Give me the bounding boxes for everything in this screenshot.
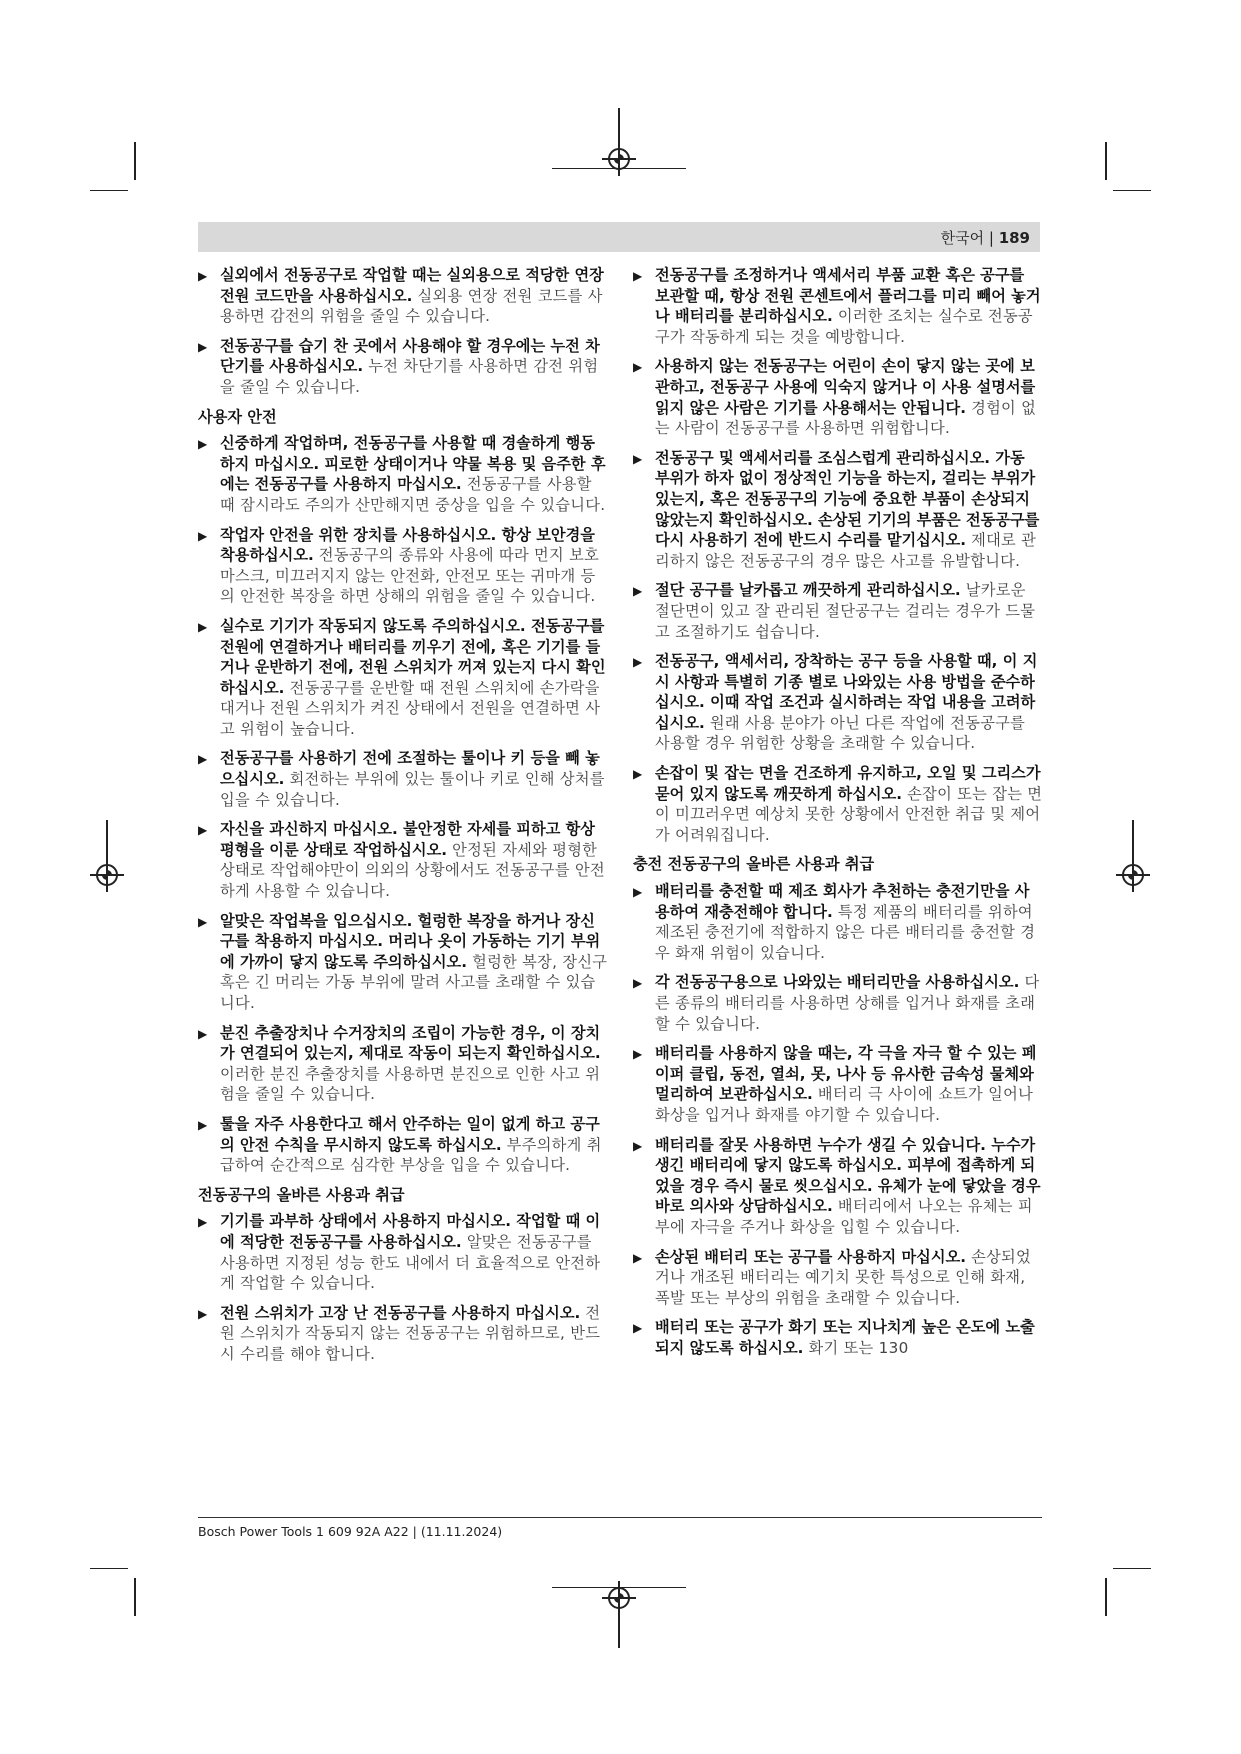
safety-item — [198, 265, 608, 327]
item-explanation: 실외용 연장 전원 코드를 사용하면 감전의 위험을 줄일 수 있습니다. — [220, 286, 603, 326]
crop-mark — [1105, 1578, 1107, 1616]
bullet-arrow-icon: ▶ — [633, 451, 643, 466]
item-instruction: 실수로 기기가 작동되지 않도록 주의하십시오. 전동공구를 전원에 연결하거나 배터리를 끼우기 전에, 혹은 기기를 들거나 운반하기 전에, 전원 스위치가 꺼져 있는지 다시 확인하십시오. — [220, 616, 606, 697]
item-explanation: 전원 스위치가 작동되지 않는 전동공구는 위험하므로, 반드시 수리를 해야 합니다. — [220, 1303, 601, 1363]
crop-mark — [134, 1578, 136, 1616]
bullet-arrow-icon: ▶ — [633, 885, 643, 900]
item-instruction: 툴을 자주 사용한다고 해서 안주하는 일이 없게 하고 공구의 안전 수칙을 무시하지 않도록 하십시오. — [220, 1114, 600, 1154]
bullet-arrow-icon: ▶ — [198, 269, 208, 283]
safety-item — [198, 525, 608, 607]
header-separator: | — [984, 229, 999, 247]
item-explanation: 전동공구의 종류와 사용에 따라 먼지 보호 마스크, 미끄러지지 않는 안전화, 안전모 또는 귀마개 등의 안전한 복장을 하면 상해의 위험을 줄일 수 있습니다. — [220, 546, 600, 606]
item-instruction: 전동공구를 습기 찬 곳에서 사용해야 할 경우에는 누전 차단기를 사용하십시오. — [220, 336, 600, 376]
item-explanation: 누전 차단기를 사용하면 감전 위험을 줄일 수 있습니다. — [220, 357, 599, 396]
crop-mark — [90, 190, 128, 191]
bullet-arrow-icon: ▶ — [198, 1026, 208, 1041]
footer-text: Bosch Power Tools 1 609 92A A22 | (11.11.2024) — [198, 1524, 503, 1539]
item-explanation: 손상되었거나 개조된 배터리는 예기치 못한 특성으로 인해 화재, 폭발 또는 부상의 위험을 초래할 수 있습니다. — [655, 1247, 1031, 1307]
item-instruction: 전동공구를 조정하거나 액세서리 부품 교환 혹은 공구를 보관할 때, 항상 전원 콘센트에서 플러그를 미리 빼어 놓거나 배터리를 분리하십시오. — [655, 266, 1041, 326]
item-explanation: 다른 종류의 배터리를 사용하면 상해를 입거나 화재를 초래할 수 있습니다. — [655, 973, 1040, 1033]
registration-mark-icon — [96, 864, 118, 886]
item-instruction: 사용하지 않는 전동공구는 어린이 손이 닿지 않는 곳에 보관하고, 전동공구 사용에 익숙지 않거나 이 사용 설명서를 읽지 않은 사람은 기기를 사용해서는 안됩니다. — [655, 357, 1036, 417]
item-explanation: 배터리 극 사이에 쇼트가 일어나 화상을 입거나 화재를 야기할 수 있습니다. — [655, 1085, 1034, 1124]
item-explanation: 손잡이 또는 잡는 면이 미끄러우면 예상치 못한 상황에서 안전한 취급 및 제어가 어려워집니다. — [655, 784, 1043, 844]
item-instruction: 손잡이 및 잡는 면을 건조하게 유지하고, 오일 및 그리스가 묻어 있지 않도록 깨끗하게 하십시오. — [655, 764, 1041, 803]
bullet-arrow-icon: ▶ — [633, 1321, 643, 1336]
bullet-arrow-icon: ▶ — [633, 360, 643, 375]
safety-item — [633, 1043, 1043, 1125]
page-header — [198, 222, 1040, 252]
safety-item — [633, 1135, 1043, 1238]
item-instruction: 전동공구, 액세서리, 장착하는 공구 등을 사용할 때, 이 지시 사항과 특별히 기종 별로 나와있는 사용 방법을 준수하십시오. 이때 작업 조건과 실시하려는 작업 내용을 고려하십시오. — [655, 652, 1038, 732]
registration-mark-icon — [608, 1587, 630, 1609]
item-explanation: 경험이 없는 사람이 전동공구를 사용하면 위험합니다. — [655, 398, 1037, 438]
item-instruction: 분진 추출장치나 수거장치의 조립이 가능한 경우, 이 장치가 연결되어 있는지, 제대로 작동이 되는지 확인하십시오. — [220, 1023, 601, 1063]
item-instruction: 배터리 또는 공구가 화기 또는 지나치게 높은 온도에 노출되지 않도록 하십시오. — [655, 1318, 1035, 1357]
safety-item — [633, 356, 1043, 438]
item-instruction: 배터리를 잘못 사용하면 누수가 생길 수 있습니다. 누수가 생긴 배터리에 닿지 않도록 하십시오. 피부에 접촉하게 되었을 경우 즉시 물로 씻으십시오. 유체가 눈에 닿았을 경우 바로 의사와 상담하십시오. — [655, 1135, 1041, 1216]
safety-item — [198, 1303, 608, 1365]
item-explanation: 부주의하게 취급하여 순간적으로 심각한 부상을 입을 수 있습니다. — [220, 1135, 602, 1175]
crop-mark — [134, 142, 136, 180]
safety-item — [633, 972, 1043, 1034]
item-explanation: 안정된 자세와 평형한 상태로 작업해야만이 의외의 상황에서도 전동공구를 안전하게 사용할 수 있습니다. — [220, 840, 605, 901]
bullet-arrow-icon: ▶ — [198, 1306, 208, 1321]
safety-item — [198, 433, 608, 515]
safety-item — [198, 1023, 608, 1105]
bullet-arrow-icon: ▶ — [633, 1047, 643, 1062]
item-explanation: 전동공구를 사용할 때 잠시라도 주의가 산만해지면 중상을 입을 수 있습니다. — [220, 475, 606, 514]
safety-item — [198, 616, 608, 740]
safety-item — [633, 1247, 1043, 1309]
bullet-arrow-icon: ▶ — [198, 339, 208, 354]
item-explanation: 날카로운 절단면이 있고 잘 관리된 절단공구는 걸리는 경우가 드물고 조절하기도 쉽습니다. — [655, 581, 1036, 641]
item-explanation: 알맞은 전동공구를 사용하면 지정된 성능 한도 내에서 더 효율적으로 안전하게 작업할 수 있습니다. — [220, 1232, 601, 1293]
item-explanation: 원래 사용 분야가 아닌 다른 작업에 전동공구를 사용할 경우 위험한 상황을 초래할 수 있습니다. — [655, 713, 1026, 753]
bullet-arrow-icon: ▶ — [198, 437, 208, 452]
right-column — [633, 265, 1043, 1368]
item-instruction: 전동공구 및 액세서리를 조심스럽게 관리하십시오. 가동 부위가 하자 없이 정상적인 기능을 하는지, 걸리는 부위가 있는지, 혹은 전동공구의 기능에 중요한 부품이 손상되지 않았는지 확인하십시오. 손상된 기기의 부품은 전동공구를 다시 사용하기 전에 반드시 수리를 맡기십시오. — [655, 448, 1040, 550]
safety-item — [633, 580, 1043, 642]
bullet-arrow-icon: ▶ — [198, 528, 208, 543]
item-instruction: 전원 스위치가 고장 난 전동공구를 사용하지 마십시오. — [220, 1303, 581, 1322]
safety-item — [633, 881, 1043, 963]
crop-mark — [1105, 142, 1107, 180]
safety-item — [633, 763, 1043, 845]
bullet-arrow-icon: ▶ — [198, 1117, 208, 1132]
item-explanation: 특정 제품의 배터리를 위하여 제조된 충전기에 적합하지 않은 다른 배터리를 충전할 경우 화재 위험이 있습니다. — [655, 902, 1036, 962]
safety-item — [633, 265, 1043, 347]
crop-mark — [1113, 190, 1151, 191]
header-language: 한국어 — [940, 229, 985, 247]
safety-item — [633, 448, 1043, 572]
item-instruction: 작업자 안전을 위한 장치를 사용하십시오. 항상 보안경을 착용하십시오. — [220, 525, 595, 565]
bullet-arrow-icon: ▶ — [198, 619, 208, 634]
item-instruction: 신중하게 작업하며, 전동공구를 사용할 때 경솔하게 행동하지 마십시오. 피로한 상태이거나 약물 복용 및 음주한 후에는 전동공구를 사용하지 마십시오. — [220, 434, 606, 494]
item-instruction: 자신을 과신하지 마십시오. 불안정한 자세를 피하고 항상 평형을 이룬 상태로 작업하십시오. — [220, 820, 595, 859]
safety-item — [198, 819, 608, 901]
bullet-arrow-icon: ▶ — [633, 655, 643, 670]
safety-item — [633, 1317, 1043, 1358]
item-explanation: 화기 또는 130 — [803, 1338, 909, 1357]
item-explanation: 회전하는 부위에 있는 툴이나 키로 인해 상처를 입을 수 있습니다. — [220, 770, 605, 809]
page-number: 189 — [998, 229, 1030, 247]
bullet-arrow-icon: ▶ — [198, 914, 208, 929]
crop-mark — [90, 1568, 128, 1569]
section-heading: 사용자 안전 — [198, 407, 277, 426]
safety-item — [198, 336, 608, 398]
safety-item — [198, 1211, 608, 1293]
item-explanation: 배터리에서 나오는 유체는 피부에 자극을 주거나 화상을 입힐 수 있습니다. — [655, 1197, 1033, 1236]
footer-rule — [198, 1517, 1042, 1518]
bullet-arrow-icon: ▶ — [198, 823, 208, 838]
bullet-arrow-icon: ▶ — [633, 584, 643, 599]
section-heading: 충전 전동공구의 올바른 사용과 취급 — [633, 855, 875, 874]
bullet-arrow-icon: ▶ — [633, 1250, 643, 1265]
item-instruction: 절단 공구를 날카롭고 깨끗하게 관리하십시오. — [655, 581, 961, 600]
item-instruction: 전동공구를 사용하기 전에 조절하는 툴이나 키 등을 빼 놓으십시오. — [220, 749, 600, 789]
registration-mark-icon — [608, 148, 630, 170]
section-heading: 전동공구의 올바른 사용과 취급 — [198, 1185, 405, 1204]
bullet-arrow-icon: ▶ — [633, 269, 643, 283]
item-instruction: 알맞은 작업복을 입으십시오. 헐렁한 복장을 하거나 장신구를 착용하지 마십시오. 머리나 옷이 가동하는 기기 부위에 가까이 닿지 않도록 주의하십시오. — [220, 911, 601, 971]
crop-mark — [1113, 1568, 1151, 1569]
bullet-arrow-icon: ▶ — [198, 1215, 208, 1230]
registration-mark-icon — [1122, 864, 1144, 886]
item-explanation: 이러한 조치는 실수로 전동공구가 작동하게 되는 것을 예방합니다. — [655, 307, 1033, 346]
bullet-arrow-icon: ▶ — [198, 752, 208, 767]
safety-item — [198, 748, 608, 810]
safety-item — [633, 651, 1043, 754]
bullet-arrow-icon: ▶ — [633, 1138, 643, 1153]
item-explanation: 이러한 분진 추출장치를 사용하면 분진으로 인한 사고 위험을 줄일 수 있습니다. — [220, 1064, 601, 1104]
item-instruction: 실외에서 전동공구로 작업할 때는 실외용으로 적당한 연장 전원 코드만을 사용하십시오. — [220, 266, 604, 305]
header-label — [941, 227, 1030, 248]
item-instruction: 기기를 과부하 상태에서 사용하지 마십시오. 작업할 때 이에 적당한 전동공구를 사용하십시오. — [220, 1212, 601, 1251]
item-instruction: 배터리를 사용하지 않을 때는, 각 극을 자극 할 수 있는 페이퍼 클립, 동전, 열쇠, 못, 나사 등 유사한 금속성 물체와 멀리하여 보관하십시오. — [655, 1044, 1037, 1104]
item-explanation: 전동공구를 운반할 때 전원 스위치에 손가락을 대거나 전원 스위치가 켜진 상태에서 전원을 연결하면 사고 위험이 높습니다. — [220, 678, 601, 738]
bullet-arrow-icon: ▶ — [633, 767, 643, 782]
item-instruction: 각 전동공구용으로 나와있는 배터리만을 사용하십시오. — [655, 973, 1020, 992]
safety-item — [198, 911, 608, 1014]
item-explanation: 헐렁한 복장, 장신구 혹은 긴 머리는 가동 부위에 말려 사고를 초래할 수 있습니다. — [220, 952, 608, 1012]
left-column — [198, 265, 608, 1374]
item-explanation: 제대로 관리하지 않은 전동공구의 경우 많은 사고를 유발합니다. — [655, 531, 1037, 570]
item-instruction: 배터리를 충전할 때 제조 회사가 추천하는 충전기만을 사용하여 재충전해야 합니다. — [655, 882, 1030, 921]
bullet-arrow-icon: ▶ — [633, 976, 643, 991]
item-instruction: 손상된 배터리 또는 공구를 사용하지 마십시오. — [655, 1247, 966, 1266]
safety-item — [198, 1114, 608, 1176]
